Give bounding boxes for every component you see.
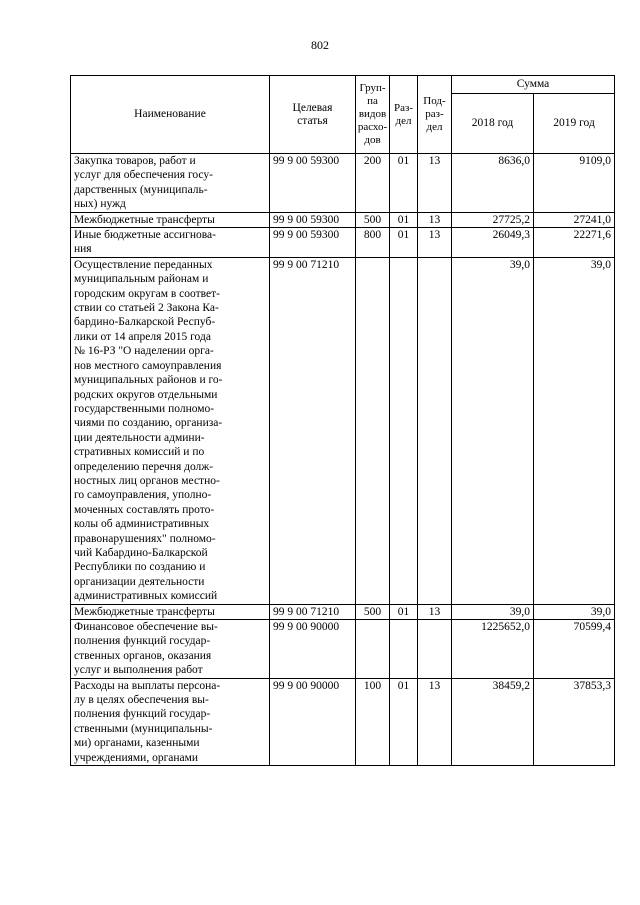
row-section bbox=[390, 257, 418, 604]
row-name: Иные бюджетные ассигнова- ния bbox=[71, 228, 270, 258]
table-row bbox=[71, 678, 615, 765]
row-sum-2019: 39,0 bbox=[534, 604, 615, 619]
row-subsection: 13 bbox=[418, 678, 452, 765]
row-target-article: 99 9 00 59300 bbox=[270, 212, 356, 227]
table-row bbox=[71, 228, 615, 258]
row-target-article: 99 9 00 90000 bbox=[270, 678, 356, 765]
row-name: Финансовое обеспечение вы- полнения функций государ- ственных органов, оказания услуг и выполнения работ bbox=[71, 620, 270, 679]
row-sum-2018: 8636,0 bbox=[452, 154, 534, 213]
row-name: Осуществление переданных муниципальным районам и городским округам в соответ- ствии со статьей 2 Закона Ка- бардино-Балкарской Респуб- лики от 14 апреля 2015 года № 16-РЗ "О наделении орга- нов местного самоуправления муниципальных районов и го- родских округов отдельными государственными полномо- чиями по созданию, организа- ции деятельности админи- стративных комиссий и по определению перечня долж- ностных лиц органов местно- го самоуправления, уполно- моченных составлять прото- колы об административных правонарушениях" полномо- чий Кабардино-Балкарской Республики по созданию и организации деятельности административных комиссий bbox=[71, 257, 270, 604]
row-sum-2018: 27725,2 bbox=[452, 212, 534, 227]
row-target-article: 99 9 00 71210 bbox=[270, 604, 356, 619]
row-sum-2019: 9109,0 bbox=[534, 154, 615, 213]
row-expense-group: 100 bbox=[356, 678, 390, 765]
header-year-2019: 2019 год bbox=[534, 94, 615, 154]
header-name: Наименование bbox=[71, 76, 270, 154]
row-target-article: 99 9 00 71210 bbox=[270, 257, 356, 604]
row-sum-2019: 27241,0 bbox=[534, 212, 615, 227]
table-row bbox=[71, 620, 615, 679]
row-sum-2018: 39,0 bbox=[452, 604, 534, 619]
row-sum-2019: 37853,3 bbox=[534, 678, 615, 765]
row-expense-group: 500 bbox=[356, 212, 390, 227]
row-sum-2018: 1225652,0 bbox=[452, 620, 534, 679]
table-row bbox=[71, 212, 615, 227]
row-sum-2019: 22271,6 bbox=[534, 228, 615, 258]
row-subsection: 13 bbox=[418, 154, 452, 213]
row-expense-group: 800 bbox=[356, 228, 390, 258]
row-section: 01 bbox=[390, 154, 418, 213]
page-number: 802 bbox=[311, 38, 329, 52]
table-row bbox=[71, 604, 615, 619]
table-body bbox=[71, 154, 615, 766]
row-sum-2019: 39,0 bbox=[534, 257, 615, 604]
row-section bbox=[390, 620, 418, 679]
row-target-article: 99 9 00 90000 bbox=[270, 620, 356, 679]
row-sum-2018: 26049,3 bbox=[452, 228, 534, 258]
header-sum: Сумма bbox=[452, 76, 615, 94]
row-expense-group bbox=[356, 257, 390, 604]
row-subsection bbox=[418, 257, 452, 604]
row-target-article: 99 9 00 59300 bbox=[270, 228, 356, 258]
row-expense-group: 500 bbox=[356, 604, 390, 619]
row-subsection bbox=[418, 620, 452, 679]
row-expense-group: 200 bbox=[356, 154, 390, 213]
header-year-2018: 2018 год bbox=[452, 94, 534, 154]
budget-table bbox=[70, 75, 615, 766]
row-name: Межбюджетные трансферты bbox=[71, 212, 270, 227]
header-subsection: Под- раз- дел bbox=[418, 76, 452, 154]
table-row bbox=[71, 257, 615, 604]
row-sum-2019: 70599,4 bbox=[534, 620, 615, 679]
row-section: 01 bbox=[390, 678, 418, 765]
row-subsection: 13 bbox=[418, 212, 452, 227]
row-subsection: 13 bbox=[418, 604, 452, 619]
row-expense-group bbox=[356, 620, 390, 679]
header-expense-group: Груп- па видов расхо- дов bbox=[356, 76, 390, 154]
header-section: Раз- дел bbox=[390, 76, 418, 154]
table-row bbox=[71, 154, 615, 213]
row-section: 01 bbox=[390, 212, 418, 227]
header-target-article: Целевая статья bbox=[270, 76, 356, 154]
row-section: 01 bbox=[390, 228, 418, 258]
row-name: Расходы на выплаты персона- лу в целях обеспечения вы- полнения функций государ- ственными (муниципальны- ми) органами, казенными учреждениями, органами bbox=[71, 678, 270, 765]
row-sum-2018: 38459,2 bbox=[452, 678, 534, 765]
row-name: Закупка товаров, работ и услуг для обеспечения госу- дарственных (муниципаль- ных) нужд bbox=[71, 154, 270, 213]
row-sum-2018: 39,0 bbox=[452, 257, 534, 604]
row-subsection: 13 bbox=[418, 228, 452, 258]
row-target-article: 99 9 00 59300 bbox=[270, 154, 356, 213]
row-section: 01 bbox=[390, 604, 418, 619]
row-name: Межбюджетные трансферты bbox=[71, 604, 270, 619]
